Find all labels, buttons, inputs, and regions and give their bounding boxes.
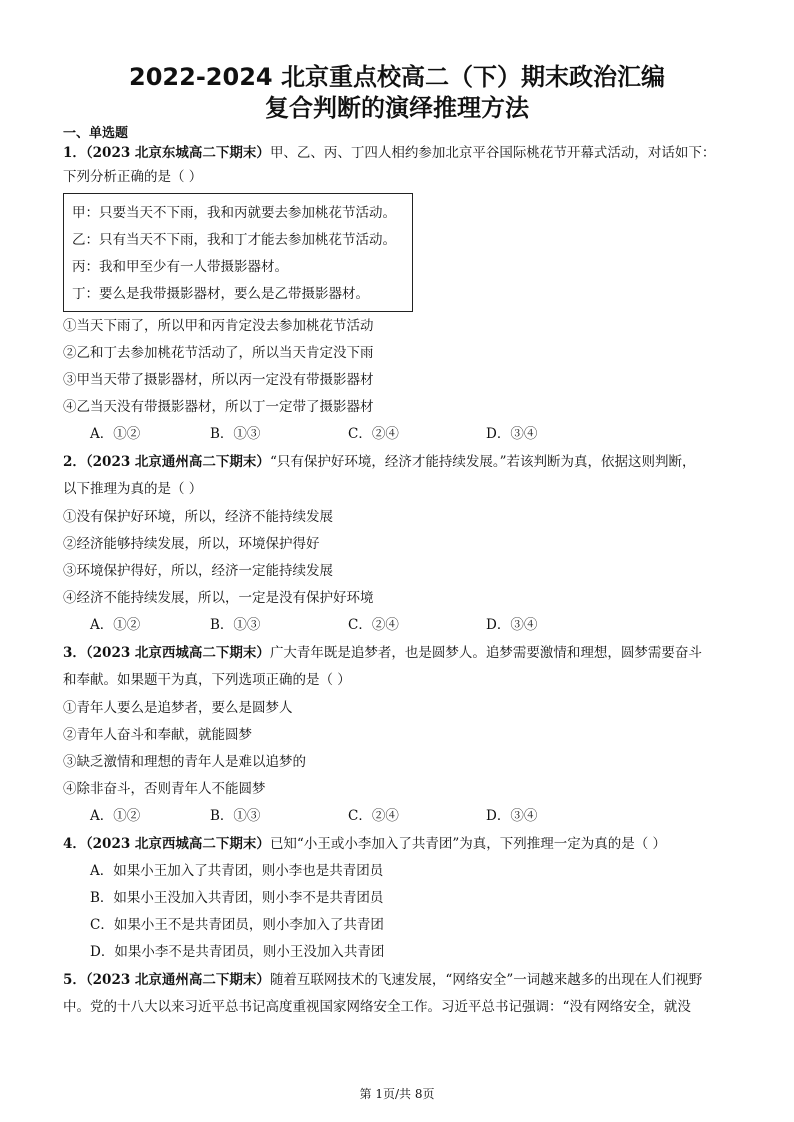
- q4-number: 4．: [63, 836, 86, 852]
- q2-option-a[interactable]: A．①②: [90, 617, 141, 633]
- q3-option-a[interactable]: A．①②: [90, 808, 141, 824]
- q1-item-1: ①当天下雨了，所以甲和丙肯定没去参加桃花节活动: [63, 318, 374, 334]
- q3-option-d[interactable]: D．③④: [486, 808, 538, 824]
- q2-item-1: ①没有保护好环境，所以，经济不能持续发展: [63, 509, 333, 525]
- q2-number: 2．: [63, 454, 86, 470]
- q4-source: （2023 北京西城高二下期末）: [85, 836, 270, 852]
- q1-dialogue-box: [63, 193, 413, 312]
- q5-source: （2023 北京通州高二下期末）: [85, 972, 270, 988]
- q5-stem-text: 随着互联网技术的飞速发展，“网络安全”一词越来越多的出现在人们视野: [269, 972, 703, 988]
- page-subtitle: 复合判断的演绎推理方法: [265, 94, 529, 122]
- q2-option-c[interactable]: C．②④: [348, 617, 399, 633]
- q1-quote-ding: 丁：要么是我带摄影器材，要么是乙带摄影器材。: [72, 286, 369, 302]
- q3-source: （2023 北京西城高二下期末）: [85, 645, 270, 661]
- q4-choice-b[interactable]: B．如果小王没加入共青团，则小李不是共青团员: [90, 890, 384, 906]
- q2-option-b[interactable]: B．①③: [210, 617, 261, 633]
- q4-stem-text: 已知“小王或小李加入了共青团”为真，下列推理一定为真的是（ ）: [269, 836, 667, 852]
- page-footer: 第 1页/共 8页: [359, 1087, 435, 1101]
- q5-stem-line2: 中。党的十八大以来习近平总书记高度重视国家网络安全工作。习近平总书记强调：“没有网络安全，就没: [63, 999, 691, 1015]
- q3-stem-line1: [63, 643, 702, 663]
- q2-item-3: ③环境保护得好，所以，经济一定能持续发展: [63, 563, 333, 579]
- q3-option-c[interactable]: C．②④: [348, 808, 399, 824]
- q2-item-2: ②经济能够持续发展，所以，环境保护得好: [63, 536, 320, 552]
- q3-stem-line2: 和奉献。如果题干为真，下列选项正确的是（ ）: [63, 672, 351, 688]
- q3-option-b[interactable]: B．①③: [210, 808, 261, 824]
- q2-stem-line2: 以下推理为真的是（ ）: [63, 481, 203, 497]
- q3-item-4: ④除非奋斗，否则青年人不能圆梦: [63, 781, 266, 797]
- q3-item-2: ②青年人奋斗和奉献，就能圆梦: [63, 727, 252, 743]
- q1-stem-line1: [63, 143, 715, 163]
- q1-quote-bing: 丙：我和甲至少有一人带摄影器材。: [72, 259, 288, 275]
- q3-item-1: ①青年人要么是追梦者，要么是圆梦人: [63, 700, 293, 716]
- q2-option-d[interactable]: D．③④: [486, 617, 538, 633]
- q1-quote-jia: 甲：只要当天不下雨，我和丙就要去参加桃花节活动。: [72, 205, 396, 221]
- q4-stem-line1: [63, 834, 666, 854]
- q2-item-4: ④经济不能持续发展，所以，一定是没有保护好环境: [63, 590, 374, 606]
- q4-choice-d[interactable]: D．如果小李不是共青团员，则小王没加入共青团: [90, 944, 385, 960]
- q2-stem-text: “只有保护好环境，经济才能持续发展。”若该判断为真，依据这则判断，: [269, 454, 696, 470]
- q3-item-3: ③缺乏激情和理想的青年人是难以追梦的: [63, 754, 306, 770]
- q1-option-d[interactable]: D．③④: [486, 426, 538, 442]
- q1-stem-text: 甲、乙、丙、丁四人相约参加北京平谷国际桃花节开幕式活动，对话如下：: [269, 145, 716, 161]
- q1-option-a[interactable]: A．①②: [90, 426, 141, 442]
- q1-number: 1．: [63, 145, 86, 161]
- q5-number: 5．: [63, 972, 86, 988]
- q1-quote-yi: 乙：只有当天不下雨，我和丁才能去参加桃花节活动。: [72, 232, 396, 248]
- q1-option-b[interactable]: B．①③: [210, 426, 261, 442]
- q4-choice-a[interactable]: A．如果小王加入了共青团，则小李也是共青团员: [90, 863, 384, 879]
- page-title: 2022-2024 北京重点校高二（下）期末政治汇编: [129, 63, 665, 91]
- q1-source: （2023 北京东城高二下期末）: [85, 145, 270, 161]
- q2-stem-line1: [63, 452, 696, 472]
- q1-item-4: ④乙当天没有带摄影器材，所以丁一定带了摄影器材: [63, 399, 374, 415]
- section-heading: 一、单选题: [63, 126, 129, 141]
- q4-choice-c[interactable]: C．如果小王不是共青团员，则小李加入了共青团: [90, 917, 384, 933]
- q1-stem-line2: 下列分析正确的是（ ）: [63, 169, 203, 185]
- q3-number: 3．: [63, 645, 86, 661]
- q2-source: （2023 北京通州高二下期末）: [85, 454, 270, 470]
- q3-stem-text: 广大青年既是追梦者，也是圆梦人。追梦需要激情和理想，圆梦需要奋斗: [269, 645, 702, 661]
- q5-stem-line1: [63, 970, 702, 990]
- q1-item-3: ③甲当天带了摄影器材，所以丙一定没有带摄影器材: [63, 372, 374, 388]
- q1-item-2: ②乙和丁去参加桃花节活动了，所以当天肯定没下雨: [63, 345, 374, 361]
- q1-option-c[interactable]: C．②④: [348, 426, 399, 442]
